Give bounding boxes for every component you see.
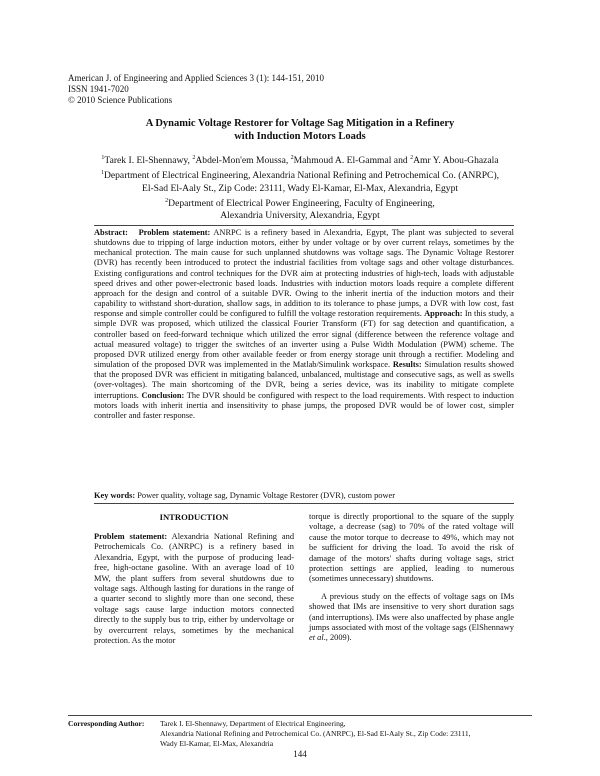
affiliation-text: Department of Electrical Power Engineering, Faculty of Engineering,: [168, 198, 435, 210]
introduction-heading: INTRODUCTION: [159, 512, 229, 522]
author-sup: 2: [410, 155, 414, 161]
title-line-1: A Dynamic Voltage Restorer for Voltage Sag Mitigation in a Refinery: [145, 118, 455, 129]
author-list: [72, 152, 528, 167]
abstract: [94, 228, 514, 421]
affiliation-sup: 1: [100, 170, 104, 177]
affiliation-2-address: Alexandria University, Alexandria, Egypt: [220, 210, 380, 222]
author-name: Abdel-Mon'em Moussa,: [195, 155, 291, 167]
corresponding-line: Wady El-Kamar, El-Max, Alexandria: [160, 739, 274, 748]
intro-right-p2-etal: et al: [309, 633, 324, 643]
intro-right-paragraph-1: torque is directly proportional to the square of the supply voltage, a decrease (sag) to 70% of the rated voltage will cause the motor torque to decrease to 49%, which may not be sufficient for driving the load. To avoid the risk of damage of the motors' shafts during voltage sags, strict protection settings are applied, leading to numerous (sometimes unnecessary) shutdowns.: [309, 512, 514, 584]
problem-statement-label: Problem statement:: [138, 228, 211, 237]
footer-rule: [68, 715, 532, 716]
abstract-top-rule: [94, 225, 514, 226]
title-line-2: with Induction Motors Loads: [234, 131, 366, 142]
approach-label: Approach:: [424, 309, 463, 319]
journal-header: [68, 73, 324, 107]
author-block: [72, 152, 528, 223]
author-sup: 1: [101, 155, 105, 161]
corresponding-text: [160, 719, 532, 749]
affiliation-sup: 2: [165, 197, 169, 204]
paper-title: [90, 117, 510, 143]
intro-right-column: [309, 512, 514, 644]
author-name: Tarek I. El-Shennawy,: [104, 155, 193, 167]
journal-citation: American J. of Engineering and Applied Sciences 3 (1): 144-151, 2010: [68, 73, 324, 83]
intro-right-p2-end: ., 2009).: [323, 633, 352, 643]
corresponding-label: Corresponding Author:: [68, 719, 145, 728]
conclusion-label: Conclusion:: [141, 390, 185, 400]
keywords: [94, 490, 514, 501]
author-sup: 2: [192, 155, 196, 161]
problem-statement-text: ANRPC is a refinery based in Alexandria, Egypt, The plant was subjected to several shutdowns due to tripping of large induction motors, either by under voltage or by over current relays, sometimes by the mechanical protection. The main cause for such unplanned shutdowns was voltage sags. The Dynamic Voltage Restorer (DVR) has recently been introduced to protect the industrial facilities from voltage sags and other voltage disturbances. Existing configurations and control techniques for the DVR aim at protecting industries of high-tech, loads with adjustable speed drives and other power-electronic based loads. Industries with induction motors loads require a complete different approach for the design and control of a suitable DVR. Owing to the inherit inertia of the induction motors and their capability to withstand short-duration, shallow sags, in addition to its tolerance to phase jumps, a DVR with low cost, fast response and simple controller could be configured to fulfill the voltage restoration requirements.: [94, 228, 514, 319]
affiliation-1-address: El-Sad El-Aaly St., Zip Code: 23111, Wady El-Kamar, El-Max, Alexandria, Egypt: [141, 182, 459, 194]
intro-left-column: [94, 532, 294, 646]
issn: ISSN 1941-7020: [68, 84, 129, 95]
intro-problem-label: Problem statement:: [94, 532, 168, 541]
affiliation-text: Department of Electrical Engineering, Alexandria National Refining and Petrochemical Co. (ANRPC),: [103, 170, 500, 182]
abstract-label: Abstract:: [94, 228, 128, 237]
corresponding-author: [68, 719, 538, 751]
corresponding-line: Tarek I. El-Shennawy, Department of Electrical Engineering,: [160, 719, 346, 728]
approach-text: In this study, a simple DVR was proposed, which utilized the classical Fourier Transform (FT) for sag detection and quantification, a controller based on feed-forward technique which utilized the error signal (difference between the reference voltage and actual measured voltage) to trigger the switches of an inverter using a Pulse Width Modulation (PWM) scheme. The proposed DVR utilized energy from other available feeder or from energy storage unit through a rectifier. Modeling and simulation of the proposed DVR was implemented in the Matlab/Simulink workspace.: [94, 309, 514, 370]
conclusion-text: The DVR should be configured with respect to the load requirements. With respect to induction motors loads with inherit inertia and insensitivity to phase jumps, the proposed DVR would be of lower cost, simpler controller and faster response.: [94, 390, 514, 420]
intro-right-p2-text: A previous study on the effects of voltage sags on IMs showed that IMs are insensitive to very short duration sags (and interruptions). IMs were also unaffected by phase angle jumps associated with most of the voltage sags (ElShennawy: [309, 591, 514, 633]
author-name: Amr Y. Abou-Ghazala: [413, 155, 499, 167]
keywords-bottom-rule: [94, 503, 514, 504]
results-text: Simulation results showed that the proposed DVR was efficient in mitigating balanced, unbalanced, multistage and consecutive sags, as well as swells (over-voltages). The main shortcoming of the DVR, being a series device, was its inability to mitigate complete interruptions.: [94, 360, 514, 400]
intro-left-text: Alexandria National Refining and Petrochemicals Co. (ANRPC) is a refinery based in Alexandria, Egypt, with the purpose of producing lead-free, high-octane gasoline. With an average load of 10 MW, the plant suffers from several shutdowns due to voltage sags. Although lasting for durations in the range of a quarter second to slightly more than one second, these voltage sags cause large induction motors connected directly to the supply bus to trip, either by undervoltage or by overcurrent relays, sometimes by the mechanical protection. As the motor: [94, 532, 295, 646]
author-name: Mahmoud A. El-Gammal and: [293, 155, 411, 167]
keywords-text: Power quality, voltage sag, Dynamic Voltage Restorer (DVR), custom power: [135, 491, 396, 500]
copyright: © 2010 Science Publications: [68, 95, 173, 106]
results-label: Results:: [392, 360, 422, 370]
intro-right-paragraph-2: [309, 592, 514, 644]
keywords-label: Key words:: [94, 491, 136, 500]
page-number: 144: [293, 749, 307, 759]
author-sup: 2: [290, 155, 294, 161]
affiliation-2: [72, 195, 528, 210]
corresponding-line: Alexandria National Refining and Petrochemical Co. (ANRPC), El-Sad El-Aaly St., Zip Code: 23111,: [160, 729, 471, 738]
affiliation-1: [72, 167, 528, 182]
